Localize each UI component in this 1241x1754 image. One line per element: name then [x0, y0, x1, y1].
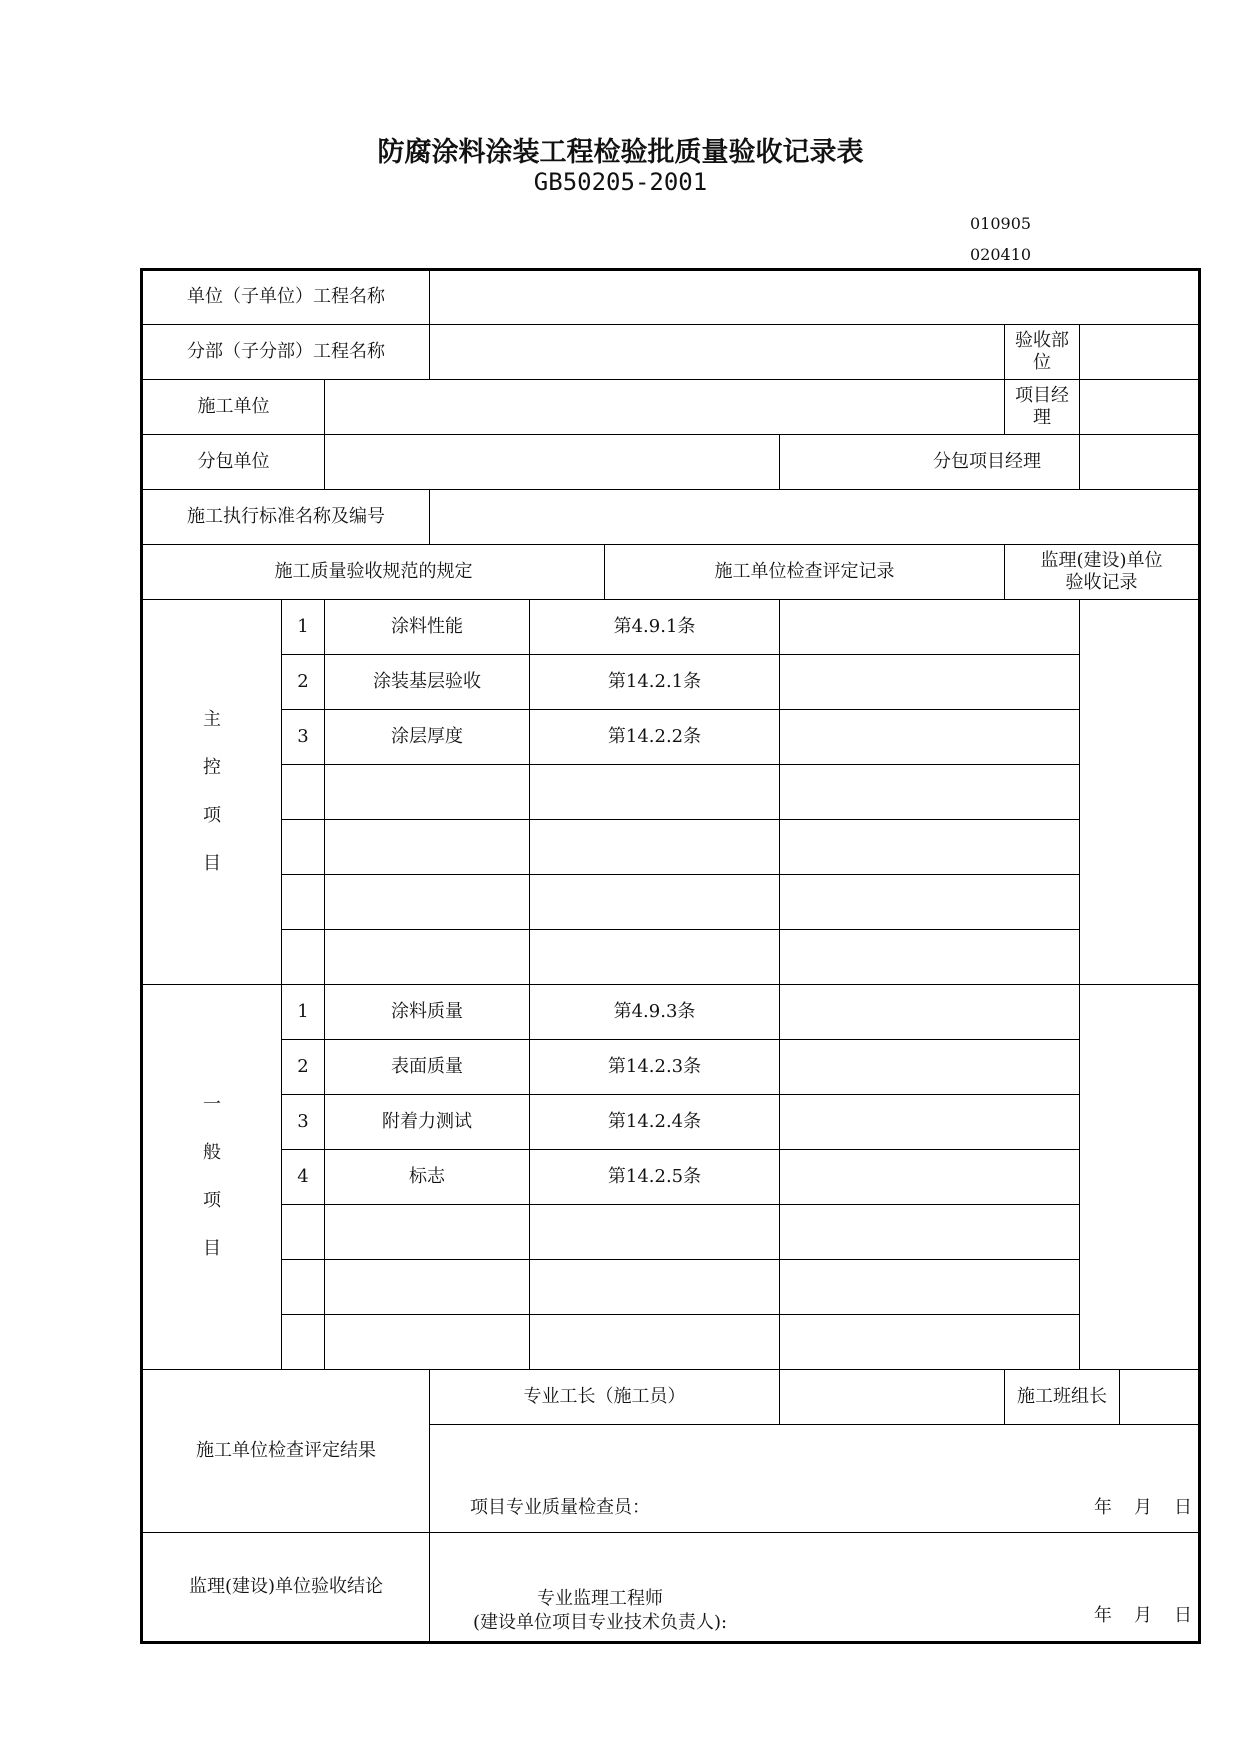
- row-supervisor-conclusion: [142, 1533, 1200, 1643]
- row-column-headers: [142, 545, 1200, 600]
- item-clause: 第4.9.1条: [530, 600, 780, 655]
- check-result-value[interactable]: [430, 1425, 1200, 1533]
- construction-unit-label: 施工单位: [142, 380, 325, 435]
- main-item-row: [142, 655, 1200, 710]
- supervisor-engineer-label: 专业监理工程师: [537, 1588, 664, 1609]
- item-clause: 第4.9.3条: [530, 985, 780, 1040]
- general-item-row: [142, 985, 1200, 1040]
- subcontractor-value[interactable]: [325, 435, 780, 490]
- item-name[interactable]: [325, 875, 530, 930]
- sub-project-manager-label: 分包项目经理: [780, 435, 1080, 490]
- supervisor-sign-line: [430, 1533, 1198, 1641]
- item-number: 1: [282, 985, 325, 1040]
- supervisor-record-line-1: 监理(建设)单位: [1040, 549, 1163, 571]
- general-item-row-empty: [142, 1260, 1200, 1315]
- item-clause[interactable]: [530, 1315, 780, 1370]
- item-number[interactable]: [282, 820, 325, 875]
- item-clause[interactable]: [530, 1260, 780, 1315]
- item-name[interactable]: [325, 1260, 530, 1315]
- project-manager-label: 项目经理: [1005, 380, 1080, 435]
- inspection-form-table: [140, 268, 1201, 1644]
- team-leader-value[interactable]: [1120, 1370, 1200, 1425]
- item-name[interactable]: [325, 820, 530, 875]
- item-check-record[interactable]: [780, 1315, 1080, 1370]
- general-item-row-empty: [142, 1205, 1200, 1260]
- item-clause[interactable]: [530, 930, 780, 985]
- main-item-row-empty: [142, 930, 1200, 985]
- foreman-label: 专业工长（施工员）: [430, 1370, 780, 1425]
- form-code-1: 010905: [970, 214, 1032, 233]
- general-item-row: [142, 1150, 1200, 1205]
- item-number[interactable]: [282, 1315, 325, 1370]
- check-record-header: 施工单位检查评定记录: [605, 545, 1005, 600]
- item-check-record[interactable]: [780, 655, 1080, 710]
- item-check-record[interactable]: [780, 875, 1080, 930]
- item-name: 涂装基层验收: [325, 655, 530, 710]
- item-clause[interactable]: [530, 875, 780, 930]
- item-name[interactable]: [325, 930, 530, 985]
- team-leader-label: 施工班组长: [1005, 1370, 1120, 1425]
- main-item-row-empty: [142, 820, 1200, 875]
- main-item-row-empty: [142, 875, 1200, 930]
- item-number: 2: [282, 655, 325, 710]
- inspection-part-value[interactable]: [1080, 325, 1200, 380]
- item-clause[interactable]: [530, 1205, 780, 1260]
- supervisor-date: 年 月 日: [1094, 1604, 1193, 1626]
- main-item-row: [142, 710, 1200, 765]
- document-title: 防腐涂料涂装工程检验批质量验收记录表: [377, 137, 864, 168]
- item-check-record[interactable]: [780, 765, 1080, 820]
- row-standard: [142, 490, 1200, 545]
- qc-inspector-label: 项目专业质量检查员：: [470, 1497, 651, 1519]
- item-number[interactable]: [282, 1205, 325, 1260]
- general-item-row: [142, 1040, 1200, 1095]
- supervisor-record-line-2: 验收记录: [1065, 572, 1138, 593]
- check-result-label: 施工单位检查评定结果: [142, 1370, 430, 1533]
- item-check-record[interactable]: [780, 1040, 1080, 1095]
- row-sub-project: [142, 325, 1200, 380]
- item-number[interactable]: [282, 1260, 325, 1315]
- item-name: 附着力测试: [325, 1095, 530, 1150]
- row-signatures: [142, 1370, 1200, 1425]
- sub-project-manager-value[interactable]: [1080, 435, 1200, 490]
- supervisor-conclusion-value[interactable]: [430, 1533, 1200, 1643]
- item-clause: 第14.2.2条: [530, 710, 780, 765]
- general-item-row-empty: [142, 1315, 1200, 1370]
- form-code-2: 020410: [970, 245, 1032, 264]
- item-clause: 第14.2.4条: [530, 1095, 780, 1150]
- general-items-supervisor-record[interactable]: [1080, 985, 1200, 1370]
- item-name[interactable]: [325, 1315, 530, 1370]
- item-clause: 第14.2.3条: [530, 1040, 780, 1095]
- item-number: 3: [282, 710, 325, 765]
- item-name: 涂层厚度: [325, 710, 530, 765]
- sub-project-label: 分部（子分部）工程名称: [142, 325, 430, 380]
- item-check-record[interactable]: [780, 1260, 1080, 1315]
- item-number: 2: [282, 1040, 325, 1095]
- main-items-supervisor-record[interactable]: [1080, 600, 1200, 985]
- item-name: 标志: [325, 1150, 530, 1205]
- main-items-label: 主 控 项 目: [142, 600, 282, 985]
- item-name[interactable]: [325, 1205, 530, 1260]
- row-construction-unit: [142, 380, 1200, 435]
- subcontractor-label: 分包单位: [142, 435, 325, 490]
- item-number[interactable]: [282, 930, 325, 985]
- qc-inspector-line: [430, 1485, 1198, 1532]
- item-check-record[interactable]: [780, 1150, 1080, 1205]
- item-name: 涂料质量: [325, 985, 530, 1040]
- general-item-row: [142, 1095, 1200, 1150]
- sub-project-value[interactable]: [430, 325, 1005, 380]
- unit-project-label: 单位（子单位）工程名称: [142, 270, 430, 325]
- item-check-record[interactable]: [780, 600, 1080, 655]
- item-check-record[interactable]: [780, 1095, 1080, 1150]
- unit-project-value[interactable]: [430, 270, 1200, 325]
- check-result-date: 年 月 日: [1094, 1497, 1193, 1519]
- spec-header: 施工质量验收规范的规定: [142, 545, 605, 600]
- inspection-part-label: 验收部位: [1005, 325, 1080, 380]
- item-number: 3: [282, 1095, 325, 1150]
- project-manager-value[interactable]: [1080, 380, 1200, 435]
- item-clause[interactable]: [530, 820, 780, 875]
- item-clause[interactable]: [530, 765, 780, 820]
- standard-name-value[interactable]: [430, 490, 1200, 545]
- construction-unit-value[interactable]: [325, 380, 1005, 435]
- supervisor-sign-text: [450, 1587, 750, 1635]
- item-check-record[interactable]: [780, 1205, 1080, 1260]
- item-clause: 第14.2.5条: [530, 1150, 780, 1205]
- item-number[interactable]: [282, 765, 325, 820]
- supervisor-record-header: [1005, 545, 1200, 600]
- row-subcontractor: [142, 435, 1200, 490]
- main-item-row-empty: [142, 765, 1200, 820]
- item-number: 4: [282, 1150, 325, 1205]
- general-items-label: 一 般 项 目: [142, 985, 282, 1370]
- item-check-record[interactable]: [780, 930, 1080, 985]
- main-item-row: [142, 600, 1200, 655]
- owner-tech-label: (建设单位项目专业技术负责人):: [472, 1612, 728, 1633]
- row-unit-project: [142, 270, 1200, 325]
- supervisor-conclusion-label: 监理(建设)单位验收结论: [142, 1533, 430, 1643]
- foreman-value[interactable]: [780, 1370, 1005, 1425]
- item-name[interactable]: [325, 765, 530, 820]
- item-check-record[interactable]: [780, 820, 1080, 875]
- item-clause: 第14.2.1条: [530, 655, 780, 710]
- item-name: 涂料性能: [325, 600, 530, 655]
- standard-number: GB50205-2001: [533, 168, 708, 196]
- item-number: 1: [282, 600, 325, 655]
- item-number[interactable]: [282, 875, 325, 930]
- item-check-record[interactable]: [780, 985, 1080, 1040]
- standard-name-label: 施工执行标准名称及编号: [142, 490, 430, 545]
- item-name: 表面质量: [325, 1040, 530, 1095]
- item-check-record[interactable]: [780, 710, 1080, 765]
